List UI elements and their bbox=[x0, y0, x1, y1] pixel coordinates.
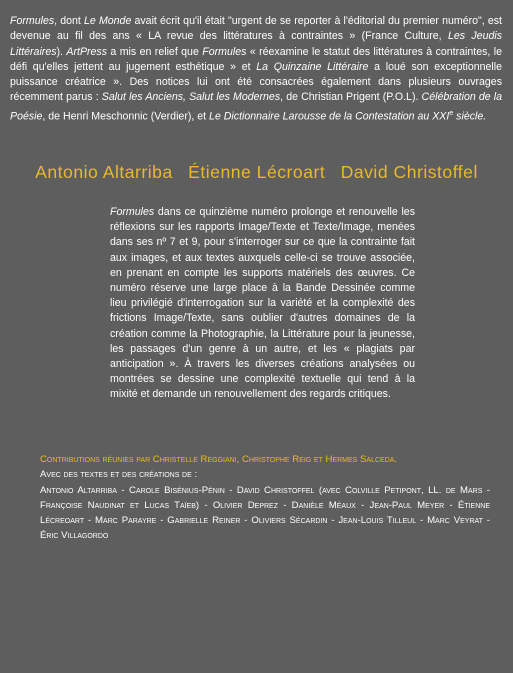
author-name: Étienne Lécroart bbox=[188, 162, 326, 182]
credits-block bbox=[40, 452, 490, 544]
editors-line: Contributions réunies par Christelle Reggiani, Christophe Reig et Hermes Salceda. bbox=[40, 454, 398, 465]
main-paragraph: Formules dans ce quinzième numéro prolonge et renouvelle les réflexions sur les rapports Image/Texte et Texte/Image, menées dans ses nº 7 et 9, pour s'interroger sur ce que la contrainte fait aux images, et aux textes auxquels celle-ci se trouve associée, en prenant en compte les supports matériels des œuvres. Ce numéro réserve une large place à la Bande Dessinée comme lieu privilégié d'interrogation sur la variété et la complexité des frictions Image/Texte, sans oublier d'autres domaines de la création comme la Photographie, la Littérature pour la jeunesse, les passages d'un genre à un autre, et les « plagiats par anticipation ». À travers les diverses créations analysées ou montrées se dessine une complexité textuelle qui tend à la mixité et demande un renouvellement des regards critiques. bbox=[110, 206, 415, 401]
author-name: Antonio Altarriba bbox=[35, 162, 173, 182]
author-name: David Christoffel bbox=[340, 162, 478, 182]
contributors-list: Antonio Altarriba - Carole Bisénius-Pénin - David Christoffel (avec Colville Petipont, LL. de Mars - Françoise Naudinat et Lucas Taïeb) - Olivier Deprez - Danièle Méaux - Jean-Paul Meyer - Étienne Lécreoart - Marc Parayre - Gabrielle Reiner - Oliviers Sécardin - Jean-Louis Tilleul - Marc Veyrat - Éric Villagordo bbox=[40, 484, 490, 542]
author-names bbox=[0, 162, 513, 183]
intro-paragraph: Formules, dont Le Monde avait écrit qu'il était "urgent de se reporter à l'éditorial du premier numéro", est devenue au fil des ans « LA revue des littératures à contraintes » (France Culture, Les Jeudis Littéraires). ArtPress a mis en relief que Formules « réexamine le statut des littératures à contraintes, le défi qu'elles jettent au jugement esthétique » et La Quinzaine Littéraire a loué son exceptionnelle puissance créatrice ». Des notices lui ont été consacrées également dans plusieurs ouvrages récemment parus : Salut les Anciens, Salut les Modernes, de Christian Prigent (P.O.L). Célébration de la Poésie, de Henri Meschonnic (Verdier), et Le Dictionnaire Larousse de la Contestation au XXIe siècle. bbox=[10, 15, 503, 123]
contributors-heading: Avec des textes et des créations de : bbox=[40, 469, 198, 481]
